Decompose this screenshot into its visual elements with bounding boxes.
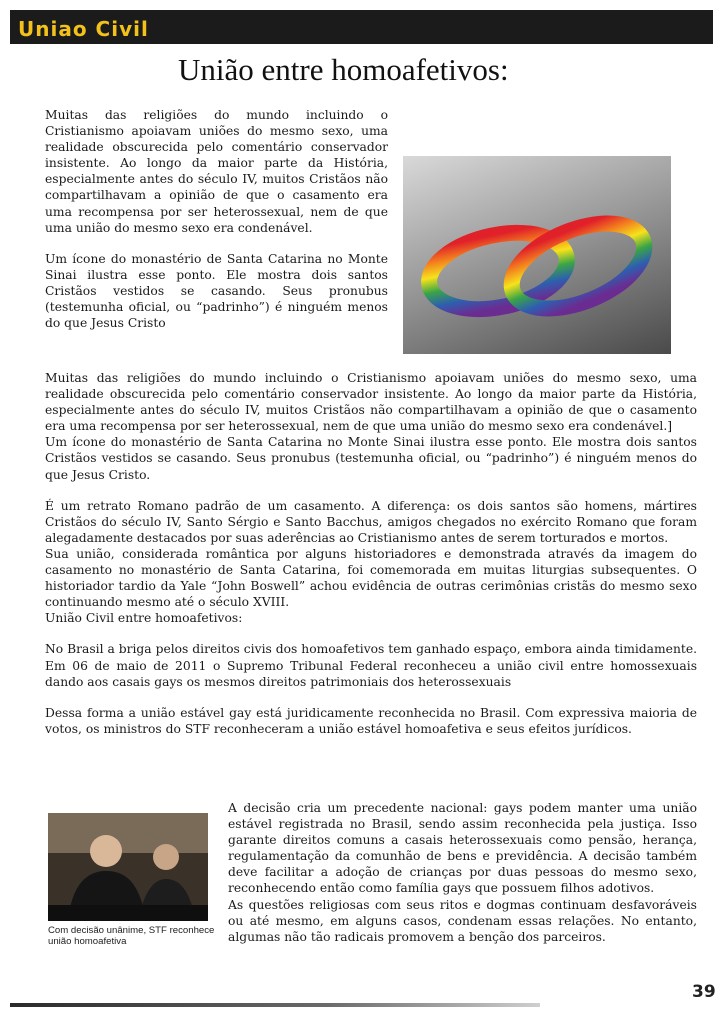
page-title: União entre homoafetivos: (178, 52, 509, 87)
section-heading: União Civil entre homoafetivos: (45, 611, 243, 626)
ring-right (500, 206, 657, 325)
body-paragraph: É um retrato Romano padrão de um casamento. A diferença: os dois santos são homens, mártires Cristãos do século IV, Santo Sérgio e Santo Bacchus, amigos chegados no exército Romano que foram alegadamente destacados por suas aderências ao Cristianismo antes de serem torturados e mortos. (45, 498, 697, 545)
side-paragraph: A decisão cria um precedente nacional: gays podem manter uma união estável registrada no Brasil, sendo assim reconhecida pela justiça. Isso garante direitos comuns a casais heterossexuais como pensão, herança, regulamentação da comunhão de bens e previdência. A decisão também deve facilitar a adoção de crianças por duas pessoas do mesmo sexo, reconhecendo então como família gays que possuem filhos adotivos. (228, 801, 697, 896)
body-paragraph: Dessa forma a união estável gay está juridicamente reconhecida no Brasil. Com expressiva maioria de votos, os ministros do STF reconheceram a união estável homoafetiva e seus efeitos jurídicos. (45, 705, 697, 736)
body-paragraph: No Brasil a briga pelos direitos civis dos homoafetivos tem ganhado espaço, embora ainda timidamente. Em 06 de maio de 2011 o Supremo Tribunal Federal reconheceu a união civil entre homossexuais dando aos casais gays os mesmos direitos patrimoniais dos heterossexuais (45, 642, 697, 689)
stf-photo-illustration (48, 813, 208, 921)
intro-column (45, 107, 388, 331)
intro-paragraph: Um ícone do monastério de Santa Catarina no Monte Sinai ilustra esse ponto. Ele mostra dois santos Cristãos vestidos se casando. Seus pronubus (testemunha oficial, ou “padrinho”) é ninguém menos do que Jesus Cristo (45, 251, 388, 331)
rainbow-rings-image (403, 156, 671, 354)
photo-caption: Com decisão unânime, STF reconhece união homoafetiva (48, 925, 215, 947)
rings-illustration (403, 156, 671, 354)
article-body (45, 370, 697, 737)
stf-photo (48, 813, 208, 921)
footer-rule (10, 1003, 540, 1007)
body-paragraph: Um ícone do monastério de Santa Catarina no Monte Sinai ilustra esse ponto. Ele mostra dois santos Cristãos vestidos se casando. Seus pronubus (testemunha oficial, ou “padrinho”) é ninguém menos do que Jesus Cristo. (45, 435, 697, 482)
body-paragraph: Muitas das religiões do mundo incluindo o Cristianismo apoiavam uniões do mesmo sexo, uma realidade obscurecida pelo comentário conservador insistente. Ao longo da maior parte da História, especialmente antes do século IV, muitos Cristãos não compartilhavam a opinião de que o casamento era uma recompensa por ser heterossexual, nem de que uma união do mesmo sexo era condenável.] (45, 371, 697, 434)
side-paragraph: As questões religiosas com seus ritos e dogmas continuam desfavoráveis ou até mesmo, em alguns casos, condenam essas relações. No entanto, algumas não tão radicais promovem a benção dos parceiros. (228, 897, 697, 944)
decision-text (228, 800, 697, 945)
brand-logo: Uniao Civil (18, 17, 149, 41)
body-paragraph: Sua união, considerada romântica por alguns historiadores e demonstrada através da imagem do casamento no monastério de Santa Catarina, foi comemorada em muitas liturgias subsequentes. O historiador tardio da Yale “John Boswell” achou evidência de outras cerimônias cristãs do mesmo sexo continuando mesmo até o século XVIII. (45, 546, 697, 610)
intro-paragraph: Muitas das religiões do mundo incluindo o Cristianismo apoiavam uniões do mesmo sexo, uma realidade obscurecida pelo comentário conservador insistente. Ao longo da maior parte da História, especialmente antes do século IV, muitos Cristãos não compartilhavam a opinião de que o casamento era uma recompensa por ser heterossexual, nem de que uma união do mesmo sexo era condenável. (45, 108, 388, 235)
page-number: 39 (692, 982, 716, 1002)
